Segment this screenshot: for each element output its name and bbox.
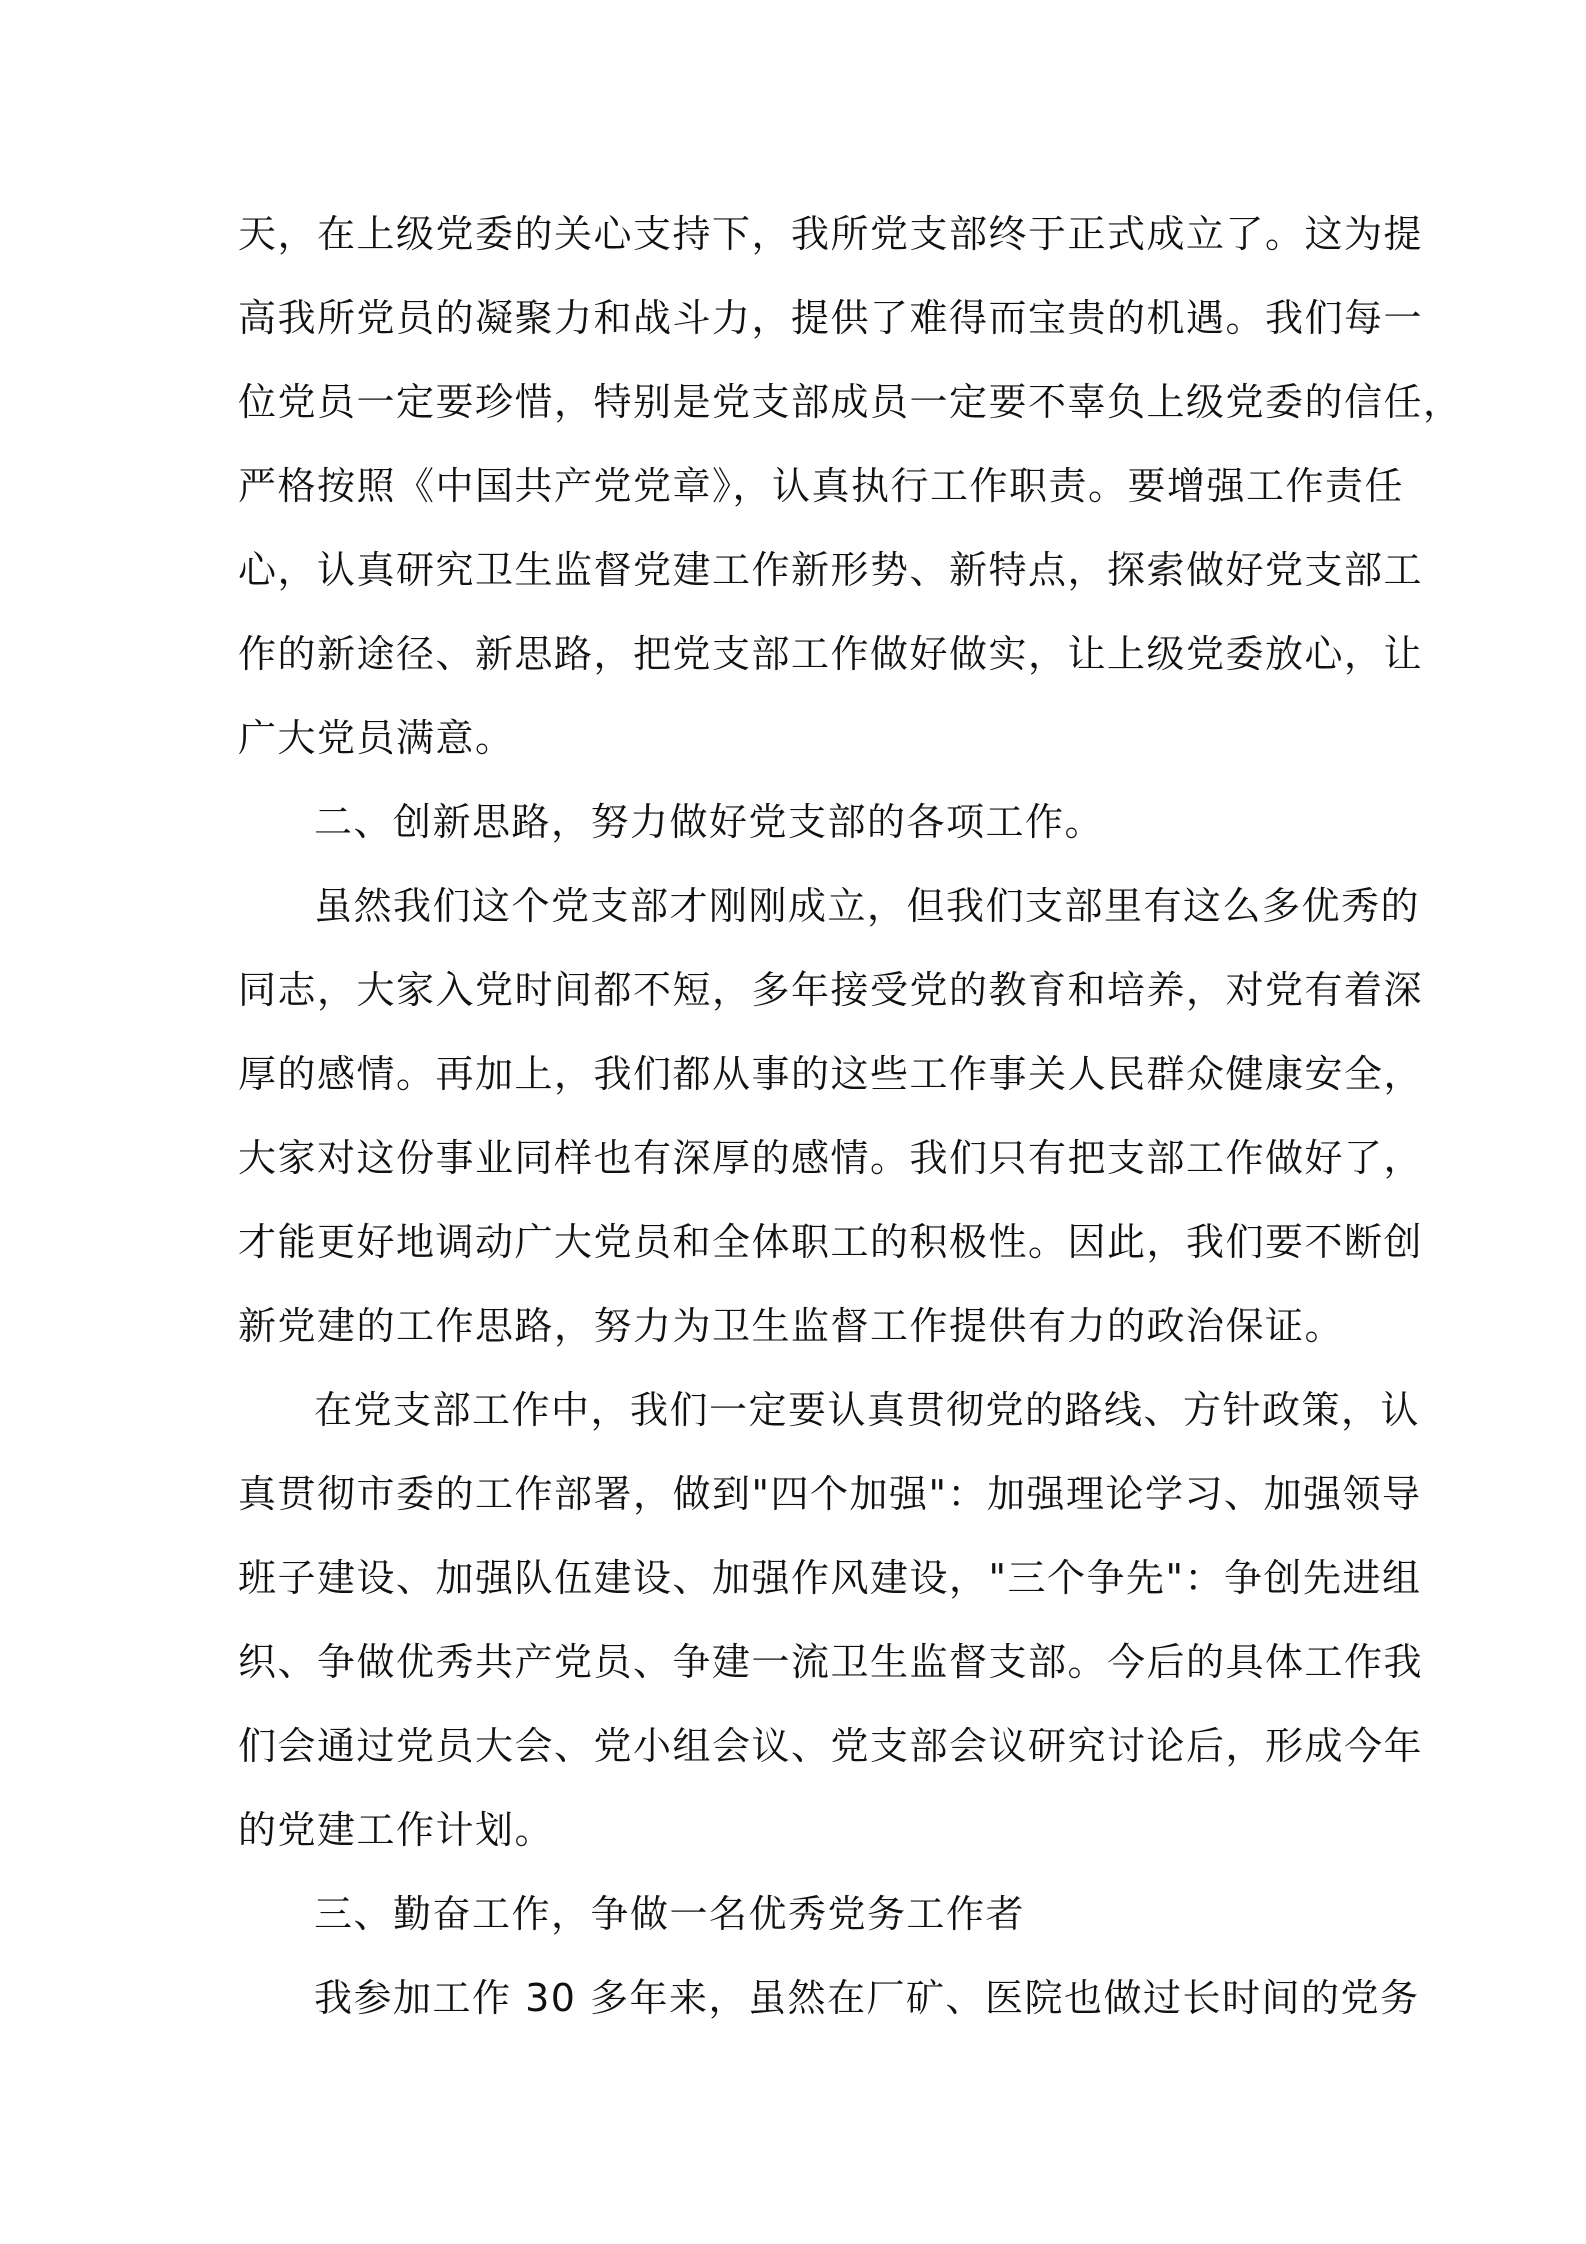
text-line: 作的新途径、新思路，把党支部工作做好做实，让上级党委放心，让	[238, 632, 1424, 676]
text-line: 天，在上级党委的关心支持下，我所党支部终于正式成立了。这为提	[238, 212, 1424, 256]
document-body	[238, 192, 1463, 2040]
text-line: 广大党员满意。	[238, 716, 515, 760]
paragraph-start-line: 我参加工作 30 多年来，虽然在厂矿、医院也做过长时间的党务	[314, 1976, 1420, 2020]
text-line: 心，认真研究卫生监督党建工作新形势、新特点，探索做好党支部工	[238, 548, 1424, 592]
text-line: 严格按照《中国共产党党章》，认真执行工作职责。要增强工作责任	[238, 464, 1405, 508]
text-line: 班子建设、加强队伍建设、加强作风建设，"三个争先"：争创先进组	[238, 1556, 1422, 1600]
section-heading: 三、勤奋工作，争做一名优秀党务工作者	[314, 1892, 1026, 1936]
text-line: 同志，大家入党时间都不短，多年接受党的教育和培养，对党有着深	[238, 968, 1424, 1012]
text-line: 厚的感情。再加上，我们都从事的这些工作事关人民群众健康安全，	[238, 1052, 1424, 1096]
text-line: 高我所党员的凝聚力和战斗力，提供了难得而宝贵的机遇。我们每一	[238, 296, 1424, 340]
text-line: 大家对这份事业同样也有深厚的感情。我们只有把支部工作做好了，	[238, 1136, 1424, 1180]
paragraph-start-line: 在党支部工作中，我们一定要认真贯彻党的路线、方针政策，认	[314, 1388, 1421, 1432]
section-heading: 二、创新思路，努力做好党支部的各项工作。	[314, 800, 1105, 844]
paragraph-start-line: 虽然我们这个党支部才刚刚成立，但我们支部里有这么多优秀的	[314, 884, 1421, 928]
text-line: 的党建工作计划。	[238, 1808, 555, 1852]
text-line: 新党建的工作思路，努力为卫生监督工作提供有力的政治保证。	[238, 1304, 1345, 1348]
text-line: 们会通过党员大会、党小组会议、党支部会议研究讨论后，形成今年	[238, 1724, 1424, 1768]
text-line: 真贯彻市委的工作部署，做到"四个加强"：加强理论学习、加强领导	[238, 1472, 1422, 1516]
text-line: 才能更好地调动广大党员和全体职工的积极性。因此，我们要不断创	[238, 1220, 1424, 1264]
text-line: 位党员一定要珍惜，特别是党支部成员一定要不辜负上级党委的信任，	[238, 380, 1463, 424]
text-line: 织、争做优秀共产党员、争建一流卫生监督支部。今后的具体工作我	[238, 1640, 1424, 1684]
